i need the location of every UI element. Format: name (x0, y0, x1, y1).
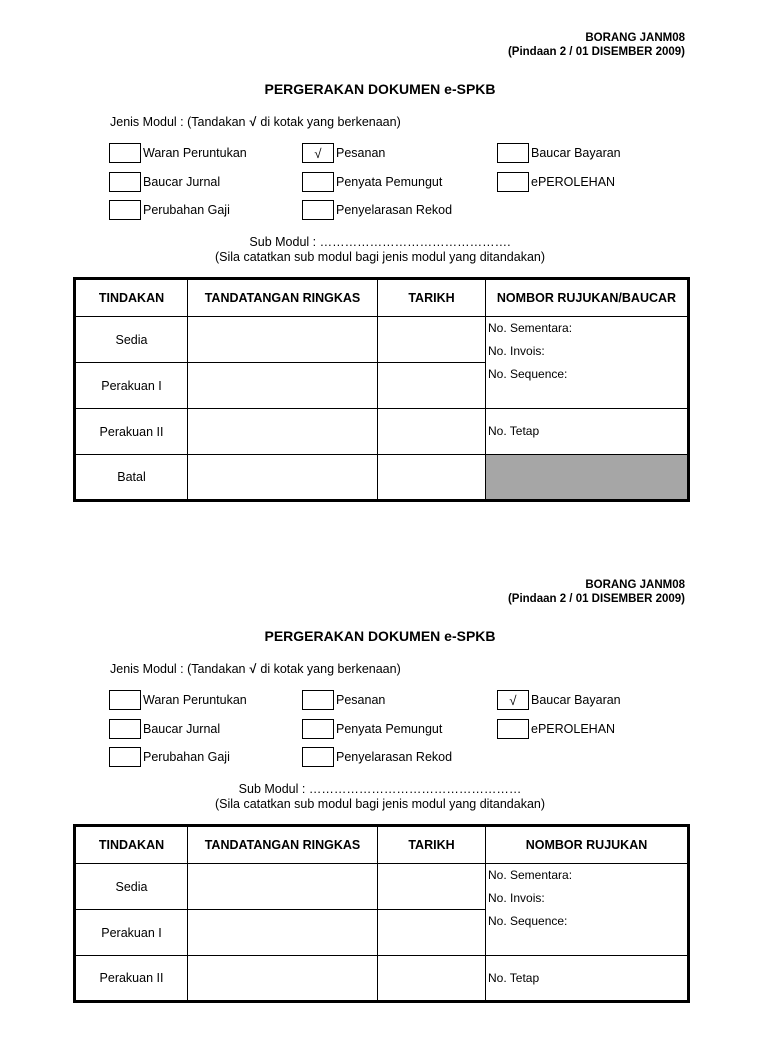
form-1 (0, 0, 768, 500)
checkbox[interactable] (302, 719, 334, 739)
row-label-perakuan-i: Perakuan I (75, 363, 188, 409)
module-perubahan-gaji[interactable] (109, 747, 230, 767)
module-penyata-pemungut[interactable] (302, 719, 442, 739)
checkbox-label: Penyata Pemungut (336, 175, 443, 189)
checkbox-label: Waran Peruntukan (143, 693, 247, 707)
ref-sequence: No. Sequence: (488, 367, 568, 381)
module-penyelarasan-rekod[interactable] (302, 200, 452, 220)
module-perubahan-gaji[interactable] (109, 200, 230, 220)
checkbox-label: ePEROLEHAN (531, 722, 616, 736)
checkbox-label: Baucar Jurnal (143, 722, 221, 736)
tick-mark-icon: √ (249, 115, 257, 129)
col-tandatangan: TANDATANGAN RINGKAS (188, 826, 378, 864)
checkbox-label: Perubahan Gaji (143, 203, 230, 217)
col-tarikh: TARIKH (378, 826, 486, 864)
table-row (75, 864, 689, 910)
row-label-sedia: Sedia (75, 317, 188, 363)
col-tarikh: TARIKH (378, 279, 486, 317)
form-code: BORANG JANM08 (585, 32, 685, 44)
ref-sementara: No. Sementara: (488, 321, 573, 335)
module-baucar-bayaran[interactable] (497, 690, 621, 710)
checkbox[interactable] (302, 172, 334, 192)
sub-modul-note: (Sila catatkan sub modul bagi jenis modul yang ditandakan) (214, 797, 546, 811)
form-header (508, 31, 685, 59)
module-baucar-bayaran[interactable] (497, 143, 621, 163)
module-penyata-pemungut[interactable] (302, 172, 442, 192)
checkbox-label: Perubahan Gaji (143, 750, 230, 764)
checkbox-label: Baucar Bayaran (531, 146, 621, 160)
module-baucar-jurnal[interactable] (109, 719, 220, 739)
row-label-perakuan-ii: Perakuan II (75, 409, 188, 455)
date-cell[interactable] (378, 910, 486, 956)
table-row (75, 455, 689, 501)
sub-modul-note: (Sila catatkan sub modul bagi jenis modul yang ditandakan) (214, 250, 546, 264)
form-revision: (Pindaan 2 / 01 DISEMBER 2009) (507, 593, 685, 605)
checkbox[interactable]: √ (497, 690, 529, 710)
row-label-batal: Batal (75, 455, 188, 501)
row-label-perakuan-ii: Perakuan II (75, 956, 188, 1002)
table-header-row (75, 826, 689, 864)
module-pesanan[interactable] (302, 690, 385, 710)
checkbox-label: Penyelarasan Rekod (336, 203, 453, 217)
ref-cell[interactable] (486, 317, 689, 409)
module-eperolehan[interactable] (497, 172, 615, 192)
module-baucar-jurnal[interactable] (109, 172, 220, 192)
checkbox-label: Waran Peruntukan (143, 146, 247, 160)
tick-mark-icon: √ (249, 662, 257, 676)
form-header (508, 578, 685, 606)
module-waran-peruntukan[interactable] (109, 143, 247, 163)
checkbox-label: Pesanan (336, 146, 386, 160)
checkbox-label: Baucar Jurnal (143, 175, 221, 189)
ref-cell[interactable] (486, 864, 689, 956)
checkbox[interactable] (497, 172, 529, 192)
checkbox[interactable] (109, 747, 141, 767)
signature-cell[interactable] (188, 409, 378, 455)
table-header-row (75, 279, 689, 317)
ref-cell[interactable] (486, 409, 689, 455)
signature-cell[interactable] (188, 363, 378, 409)
ref-sequence: No. Sequence: (488, 914, 568, 928)
checkbox[interactable] (497, 143, 529, 163)
signature-cell[interactable] (188, 455, 378, 501)
date-cell[interactable] (378, 455, 486, 501)
table-row (75, 956, 689, 1002)
col-tindakan: TINDAKAN (75, 279, 188, 317)
checkbox[interactable] (302, 200, 334, 220)
signature-cell[interactable] (188, 317, 378, 363)
module-waran-peruntukan[interactable] (109, 690, 247, 710)
form-2 (0, 547, 768, 1047)
checkbox[interactable] (302, 747, 334, 767)
form-title: PERGERAKAN DOKUMEN e-SPKB (264, 81, 496, 97)
checkbox-label: Pesanan (336, 693, 386, 707)
module-eperolehan[interactable] (497, 719, 615, 739)
form-revision: (Pindaan 2 / 01 DISEMBER 2009) (507, 46, 685, 58)
sub-modul (0, 235, 760, 265)
table-row (75, 409, 689, 455)
col-nombor-rujukan: NOMBOR RUJUKAN/BAUCAR (486, 279, 689, 317)
checkbox-label: Baucar Bayaran (531, 693, 621, 707)
action-table (73, 824, 690, 1003)
checkbox-label: Penyata Pemungut (336, 722, 443, 736)
col-nombor-rujukan: NOMBOR RUJUKAN (486, 826, 689, 864)
form-title: PERGERAKAN DOKUMEN e-SPKB (264, 628, 496, 644)
row-label-sedia: Sedia (75, 864, 188, 910)
col-tindakan: TINDAKAN (75, 826, 188, 864)
checkbox-label: ePEROLEHAN (531, 175, 616, 189)
ref-sementara: No. Sementara: (488, 868, 573, 882)
sub-modul-line[interactable]: Sub Modul : …………………………………………… (238, 782, 522, 796)
date-cell[interactable] (378, 956, 486, 1002)
checkbox[interactable] (109, 200, 141, 220)
date-cell[interactable] (378, 409, 486, 455)
module-instruction: Jenis Modul : (Tandakan √ di kotak yang berkenaan) (110, 662, 401, 676)
checkbox[interactable] (302, 690, 334, 710)
checkbox[interactable] (109, 143, 141, 163)
date-cell[interactable] (378, 864, 486, 910)
action-table (73, 277, 690, 502)
sub-modul (0, 782, 760, 812)
row-label-perakuan-i: Perakuan I (75, 910, 188, 956)
shaded-cell (486, 455, 689, 501)
checkbox-label: Penyelarasan Rekod (336, 750, 453, 764)
checkbox[interactable] (109, 172, 141, 192)
date-cell[interactable] (378, 363, 486, 409)
col-tandatangan: TANDATANGAN RINGKAS (188, 279, 378, 317)
checkbox[interactable] (109, 690, 141, 710)
ref-tetap: No. Tetap (488, 424, 540, 438)
module-penyelarasan-rekod[interactable] (302, 747, 452, 767)
checkbox[interactable] (497, 719, 529, 739)
signature-cell[interactable] (188, 956, 378, 1002)
checkbox[interactable]: √ (302, 143, 334, 163)
date-cell[interactable] (378, 317, 486, 363)
module-pesanan[interactable] (302, 143, 385, 163)
checkbox[interactable] (109, 719, 141, 739)
ref-tetap: No. Tetap (488, 970, 540, 985)
ref-cell[interactable] (486, 956, 689, 1002)
form-code: BORANG JANM08 (585, 579, 685, 591)
ref-invois: No. Invois: (488, 344, 545, 358)
ref-invois: No. Invois: (488, 891, 545, 905)
signature-cell[interactable] (188, 910, 378, 956)
table-row (75, 317, 689, 363)
module-instruction: Jenis Modul : (Tandakan √ di kotak yang berkenaan) (110, 115, 401, 129)
signature-cell[interactable] (188, 864, 378, 910)
sub-modul-line[interactable]: Sub Modul : ………………………………………. (249, 235, 511, 249)
